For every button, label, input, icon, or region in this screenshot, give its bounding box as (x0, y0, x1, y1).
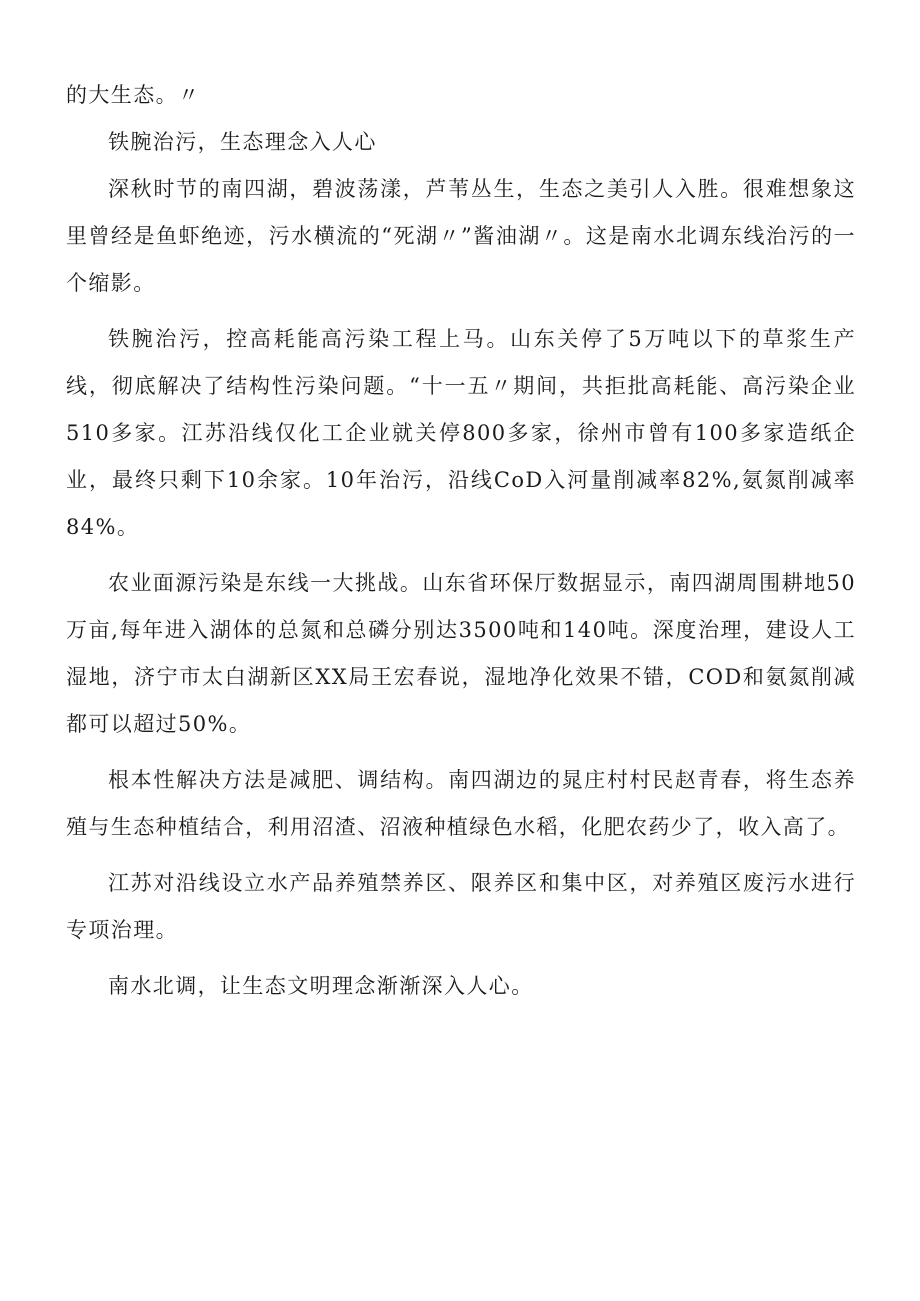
paragraph-continuation: 的大生态。〃 (66, 83, 201, 107)
paragraph-gap (66, 307, 856, 316)
paragraph-gap (66, 954, 856, 963)
paragraph-gap (66, 748, 856, 757)
paragraph-gap (66, 551, 856, 560)
paragraph: 南水北调，让生态文明理念渐渐深入人心。 (108, 974, 534, 998)
paragraph-gap (66, 851, 856, 860)
paragraph: 江苏对沿线设立水产品养殖禁养区、限养区和集中区，对养殖区废污水进行专项治理。 (66, 871, 856, 942)
paragraph: 农业面源污染是东线一大挑战。山东省环保厅数据显示，南四湖周围耕地50万亩,每年进入湖体的总氮和总磷分别达3500吨和140吨。深度治理，建设人工湿地，济宁市太白湖新区XX局王宏春说，湿地净化效果不错，COD和氨氮削减都可以超过50%。 (66, 571, 856, 736)
article-body (66, 72, 856, 1010)
paragraph: 根本性解决方法是减肥、调结构。南四湖边的晁庄村村民赵青春，将生态养殖与生态种植结合，利用沼渣、沼液种植绿色水稻，化肥农药少了，收入高了。 (66, 768, 856, 839)
paragraph: 铁腕治污，控高耗能高污染工程上马。山东关停了5万吨以下的草浆生产线，彻底解决了结构性污染问题。“十一五〃期间，共拒批高耗能、高污染企业510多家。江苏沿线仅化工企业就关停800多家，徐州市曾有100多家造纸企业，最终只剩下10余家。10年治污，沿线CoD入河量削减率82%,氨氮削减率84%。 (66, 327, 856, 539)
section-heading: 铁腕治污，生态理念入人心 (108, 130, 377, 154)
paragraph: 深秋时节的南四湖，碧波荡漾，芦苇丛生，生态之美引人入胜。很难想象这里曾经是鱼虾绝迹，污水横流的“死湖〃”酱油湖〃。这是南水北调东线治污的一个缩影。 (66, 177, 856, 295)
